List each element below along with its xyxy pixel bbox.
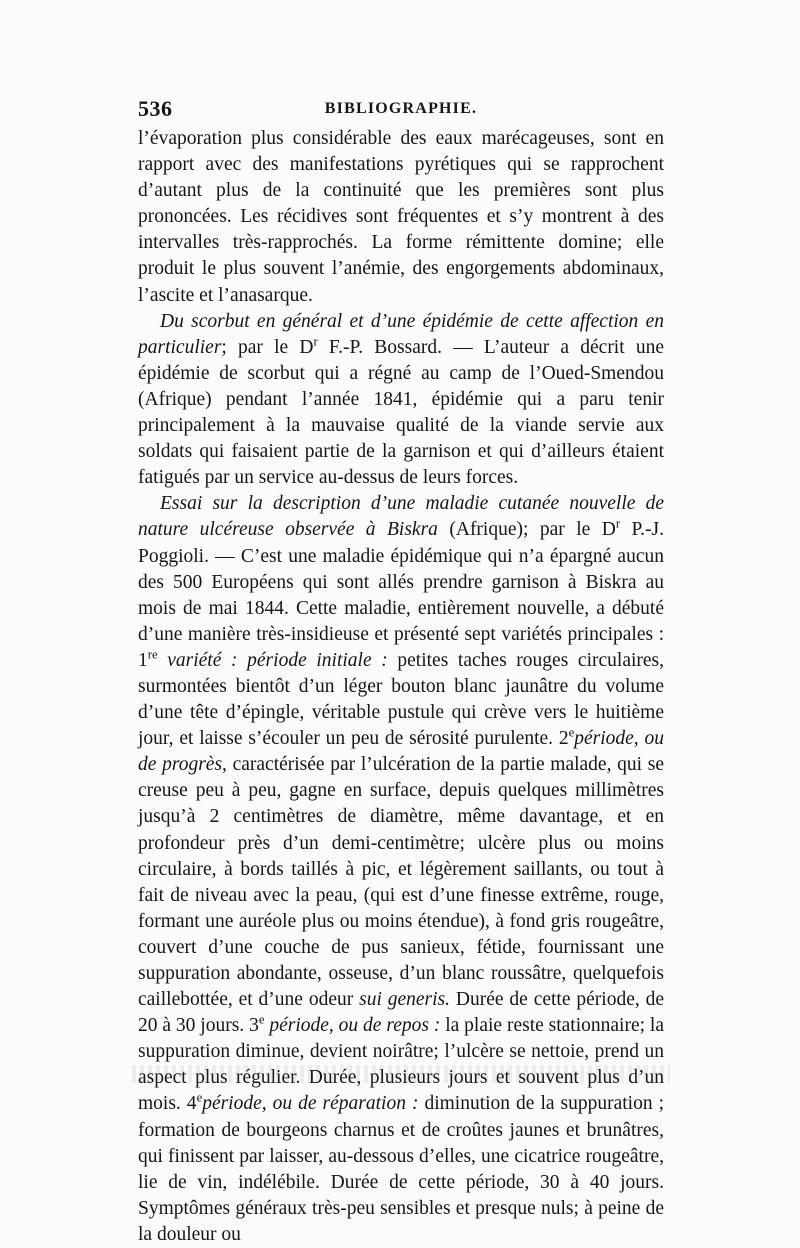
stage-label-4: période, ou de réparation : (202, 1093, 419, 1115)
ordinal-superscript-1: re (147, 647, 158, 662)
stage-label-3: période, ou de repos : (264, 1015, 441, 1037)
entry-summary-part-1: — C’est une maladie épidémique qui n’a épargné aucun des 500 Européens qui sont allés prendre garnison à Biskra au mois de mai 1844. Cette maladie, entièrement nouvelle, a débuté d’une manière très-insidieuse et présenté sept variétés principales : 1 (138, 545, 664, 671)
bleed-through-texture (132, 1065, 670, 1083)
entry-summary-part-4: Durée de cette période, de 20 à 30 jours. 3 (138, 989, 664, 1037)
ordinal-superscript-4: e (196, 1090, 203, 1105)
entry-summary-part-3: caractérisée par l’ulcération de la partie malade, qui se creuse peu à peu, gagne en surface, depuis quelques millimètres jusqu’à 2 centimètres de diamètre, même davantage, et en profondeur près d’un demi-centimètre; ulcère plus ou moins circulaire, à bords taillés à pic, et légèrement saillants, ou tout à fait de niveau avec la peau, (qui est d’une finesse extrême, rouge, formant une auréole plus ou moins étendue), à fond gris rougeâtre, couvert d’une couche de pus sanieux, fétide, fournissant une suppuration abondante, osseuse, d’un blanc roussâtre, quelquefois caillebottée, et d’une odeur (138, 754, 664, 1011)
entry-author-superscript: r (313, 334, 318, 349)
page-number: 536 (138, 96, 173, 121)
paragraph-continuation (138, 126, 664, 309)
page-header (138, 96, 664, 128)
entry-author-intro: ; par le D (221, 336, 314, 358)
stage-label-1: variété : période initiale : (157, 649, 388, 671)
entry-summary-part-2: petites taches rouges circulaires, surmontées bientôt d’un léger bouton blanc jaunâtre du volume d’une tête d’épingle, véritable pustule qui crève vers le huitième jour, et laisse s’écouler un peu de sérosité purulente. 2 (138, 649, 665, 750)
bibliography-entry-biskra (138, 491, 664, 1248)
entry-summary-part-6: diminution de la suppuration ; formation de bourgeons charnus et de croûtes jaunes et brunâtres, qui finissent par laisser, au-dessous d’elles, une cicatrice rougeâtre, lie de vin, indélébile. Durée de cette période, 30 à 40 jours. Symptômes généraux très-peu sensibles et presque nuls; à peine de la douleur ou (138, 1093, 665, 1245)
entry-author-name: P.-J. Poggioli. (138, 519, 664, 567)
entry-author-intro: (Afrique); par le D (437, 519, 616, 541)
latin-phrase: sui generis. (353, 989, 451, 1011)
entry-summary-part-5: la plaie reste stationnaire; la suppuration diminue, devient noirâtre; l’ulcère se nettoie, prend un aspect plus régulier. Durée, plusieurs jours et souvent plus d’un mois. 4 (138, 1015, 664, 1115)
entry-author-name: F.-P. Bossard. (317, 336, 442, 358)
entry-title: Du scorbut en général et d’une épidémie de cette affection en particulier (138, 310, 664, 358)
ordinal-superscript-3: e (258, 1012, 265, 1027)
entry-summary: — L’auteur a décrit une épidémie de scorbut qui a régné au camp de l’Oued-Smendou (Afrique) pendant l’année 1841, épidémie qui a paru tenir principalement à la mauvaise qualité de la viande servie aux soldats qui faisaient partie de la garnison et qui d’ailleurs étaient fatigués par un service au-dessus de leurs forces. (138, 336, 664, 489)
ordinal-superscript-2: e (568, 725, 575, 740)
entry-title: Essai sur la description d’une maladie cutanée nouvelle de nature ulcéreuse observée à Biskra (138, 493, 664, 541)
running-head: BIBLIOGRAPHIE. (324, 100, 478, 117)
stage-label-2: période, ou de progrès, (138, 728, 664, 776)
paragraph-text: l’évaporation plus considérable des eaux marécageuses, sont en rapport avec des manifestations pyrétiques qui se rapprochent d’autant plus de la continuité que les premières sont plus prononcées. Les récidives sont fréquentes et s’y montrent à des intervalles très-rapprochés. La forme rémittente domine; elle produit le plus souvent l’anémie, des engorgements abdominaux, l’ascite et l’anasarque. (138, 128, 664, 306)
entry-author-superscript: r (615, 516, 621, 531)
bibliography-entry-scorbut (138, 309, 664, 492)
